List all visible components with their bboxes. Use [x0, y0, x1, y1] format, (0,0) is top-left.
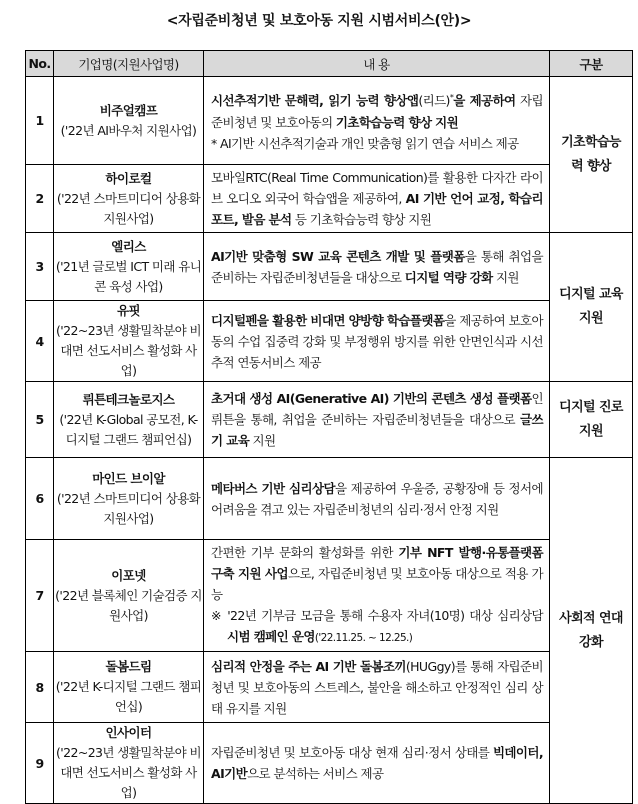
company-cell [54, 301, 204, 382]
text-segment: 등 기초학습능력 향상 지원 [291, 212, 432, 227]
text-segment: ※ '22년 기부금 모금을 통해 수용자 자녀(10명) 대상 심리상담 [211, 608, 543, 623]
content-text [211, 167, 543, 230]
category-cell: 사회적 연대 강화 [550, 458, 633, 804]
text-segment: * [449, 93, 454, 103]
content-text [211, 478, 543, 520]
content-cell [204, 77, 550, 165]
bold-text-segment: 을 제공하여 [453, 93, 516, 109]
support-program: ('22년 AI바우처 지원사업) [60, 122, 197, 138]
company-name: 뤼튼테크놀로지스 [82, 391, 175, 407]
company-cell [54, 723, 204, 804]
bold-text-segment: 초거대 생성 AI(Generative AI) 기반의 콘텐츠 생성 플랫폼 [211, 391, 532, 406]
bold-text-segment: 기부 NFT 발행·유통플랫폼 구축 지원 사업 [211, 545, 543, 581]
text-segment: 자립준비청년 및 보호아동의 [211, 93, 543, 130]
page-title: <자립준비청년 및 보호아동 지원 시범서비스(안)> [166, 13, 472, 29]
support-program: ('22년 스마트미디어 상용화 지원사업) [56, 190, 201, 226]
text-segment: 간편한 기부 문화의 활성화를 위한 [211, 545, 399, 560]
support-program: ('22년 K-Global 공모전, K-디지털 그랜드 챔피언십) [59, 411, 198, 447]
row-number: 4 [26, 301, 54, 382]
table-row [26, 77, 633, 165]
table-row [26, 723, 633, 804]
text-segment: 지원 [492, 269, 519, 285]
text-segment: 지원 [249, 433, 276, 448]
text-segment: 모바일RTC(Real Time Communication)를 활용한 다자간 라이브 오디오 외국어 학습앱을 제공하여, [211, 170, 543, 206]
row-number: 6 [26, 458, 54, 540]
content-text [211, 542, 543, 605]
text-segment: 으로 분석하는 서비스 제공 [247, 766, 384, 781]
table-row [26, 540, 633, 652]
category-cell: 디지털 교육 지원 [550, 233, 633, 382]
category-cell: 기초학습능력 향상 [550, 77, 633, 233]
row-number: 8 [26, 652, 54, 723]
content-cell [204, 723, 550, 804]
company-cell [54, 458, 204, 540]
company-name: 돌봄드림 [105, 659, 152, 674]
text-segment: 인 뤼튼을 통해, 취업을 준비하는 자립준비청년들을 대상으로 [211, 391, 543, 427]
bold-text-segment: 디지털펜을 활용한 비대면 양방향 학습플랫폼 [211, 312, 445, 328]
category-cell: 디지털 진로 지원 [550, 382, 633, 458]
company-cell [54, 77, 204, 165]
company-name: 인사이터 [105, 725, 152, 740]
row-number: 3 [26, 233, 54, 301]
pilot-services-table [25, 50, 633, 804]
text-segment: ('22.11.25. ~ 12.25.) [314, 632, 413, 644]
content-text [211, 246, 543, 288]
company-cell [54, 652, 204, 723]
company-cell [54, 540, 204, 652]
content-cell [204, 458, 550, 540]
bold-text-segment: 디지털 역량 강화 [404, 269, 493, 285]
header-no: No. [26, 51, 54, 77]
bold-text-segment: AI기반 맞춤형 SW 교육 콘텐츠 개발 및 플랫폼 [211, 248, 465, 264]
text-segment: 으로, 자립준비청년 및 보호아동 대상으로 적용 가능 [211, 566, 543, 602]
text-segment: (리드) [418, 93, 450, 109]
content-cell [204, 165, 550, 233]
text-segment: 자립준비청년 및 보호아동 대상 현재 심리·정서 상태를 [211, 745, 493, 760]
bold-text-segment: 글쓰기 교육 [211, 412, 543, 448]
text-segment: (HUGgy)를 통해 자립준비청년 및 보호아동의 스트레스, 불안을 해소하고 안정적인 심리 상태 유지를 지원 [211, 658, 543, 716]
bold-text-segment: 기초학습능력 향상 지원 [335, 114, 459, 130]
support-program: ('22년 스마트미디어 상용화 지원사업) [56, 490, 201, 526]
text-segment: 을 제공하여 우울증, 공황장애 등 정서에 어려움을 겪고 있는 자립준비청년의 심리·정서 안정 지원 [211, 480, 543, 517]
row-number: 5 [26, 382, 54, 458]
content-cell [204, 382, 550, 458]
table-row [26, 458, 633, 540]
content-cell [204, 652, 550, 723]
content-text [211, 310, 543, 373]
table-row [26, 233, 633, 301]
table-header-row [26, 51, 633, 77]
company-cell [54, 233, 204, 301]
row-number: 9 [26, 723, 54, 804]
content-text [211, 87, 543, 132]
row-number: 7 [26, 540, 54, 652]
header-company: 기업명(지원사업명) [54, 51, 204, 77]
support-program: ('21년 글로벌 ICT 미래 유니콘 육성 사업) [55, 258, 202, 294]
support-program: ('22~23년 생활밀착분야 비대면 선도서비스 활성화 사업) [56, 323, 201, 378]
table-row [26, 165, 633, 233]
table-row [26, 382, 633, 458]
content-text [211, 388, 543, 451]
content-cell [204, 301, 550, 382]
bold-text-segment: 심리적 안정을 주는 AI 기반 돌봄조끼 [211, 658, 406, 674]
bold-text-segment: AI 기반 언어 교정, 학습리포트, 발음 분석 [211, 191, 543, 227]
company-cell [54, 165, 204, 233]
company-name: 유핏 [117, 303, 140, 318]
header-category: 구분 [550, 51, 633, 77]
text-segment: 을 통해 취업을 준비하는 자립준비청년들을 대상으로 [211, 248, 543, 285]
support-program: ('22년 K-디지털 그랜드 챔피언십) [55, 679, 202, 714]
table-row [26, 301, 633, 382]
content-text [211, 656, 543, 719]
bold-text-segment: 시선추적기반 문해력, 읽기 능력 향상앱 [211, 93, 419, 109]
content-note [211, 133, 543, 154]
company-name: 하이로컬 [105, 170, 152, 186]
text-segment: * AI기반 시선추적기술과 개인 맞춤형 읽기 연습 서비스 제공 [211, 135, 519, 151]
support-program: ('22~23년 생활밀착분야 비대면 선도서비스 활성화 사업) [56, 745, 201, 800]
content-cell [204, 233, 550, 301]
content-text [211, 742, 543, 784]
content-note [211, 605, 543, 649]
bold-text-segment: 메타버스 기반 심리상담 [211, 480, 335, 496]
company-name: 비주얼캠프 [99, 102, 158, 118]
company-name: 마인드 브이알 [92, 470, 165, 486]
company-cell [54, 382, 204, 458]
text-segment: 을 제공하여 보호아동의 수업 집중력 강화 및 부정행위 방지를 위한 안면인식과 시선추적 연동서비스 제공 [211, 312, 543, 370]
table-row [26, 652, 633, 723]
content-cell [204, 540, 550, 652]
bold-text-segment: 시범 캠페인 운영 [227, 629, 315, 644]
support-program: ('22년 블록체인 기술검증 지원사업) [55, 587, 202, 623]
bold-text-segment: 빅데이터, AI기반 [211, 745, 543, 781]
header-content: 내 용 [204, 51, 550, 77]
company-name: 이포넷 [111, 567, 146, 583]
row-number: 1 [26, 77, 54, 165]
row-number: 2 [26, 165, 54, 233]
company-name: 엘리스 [111, 238, 146, 254]
